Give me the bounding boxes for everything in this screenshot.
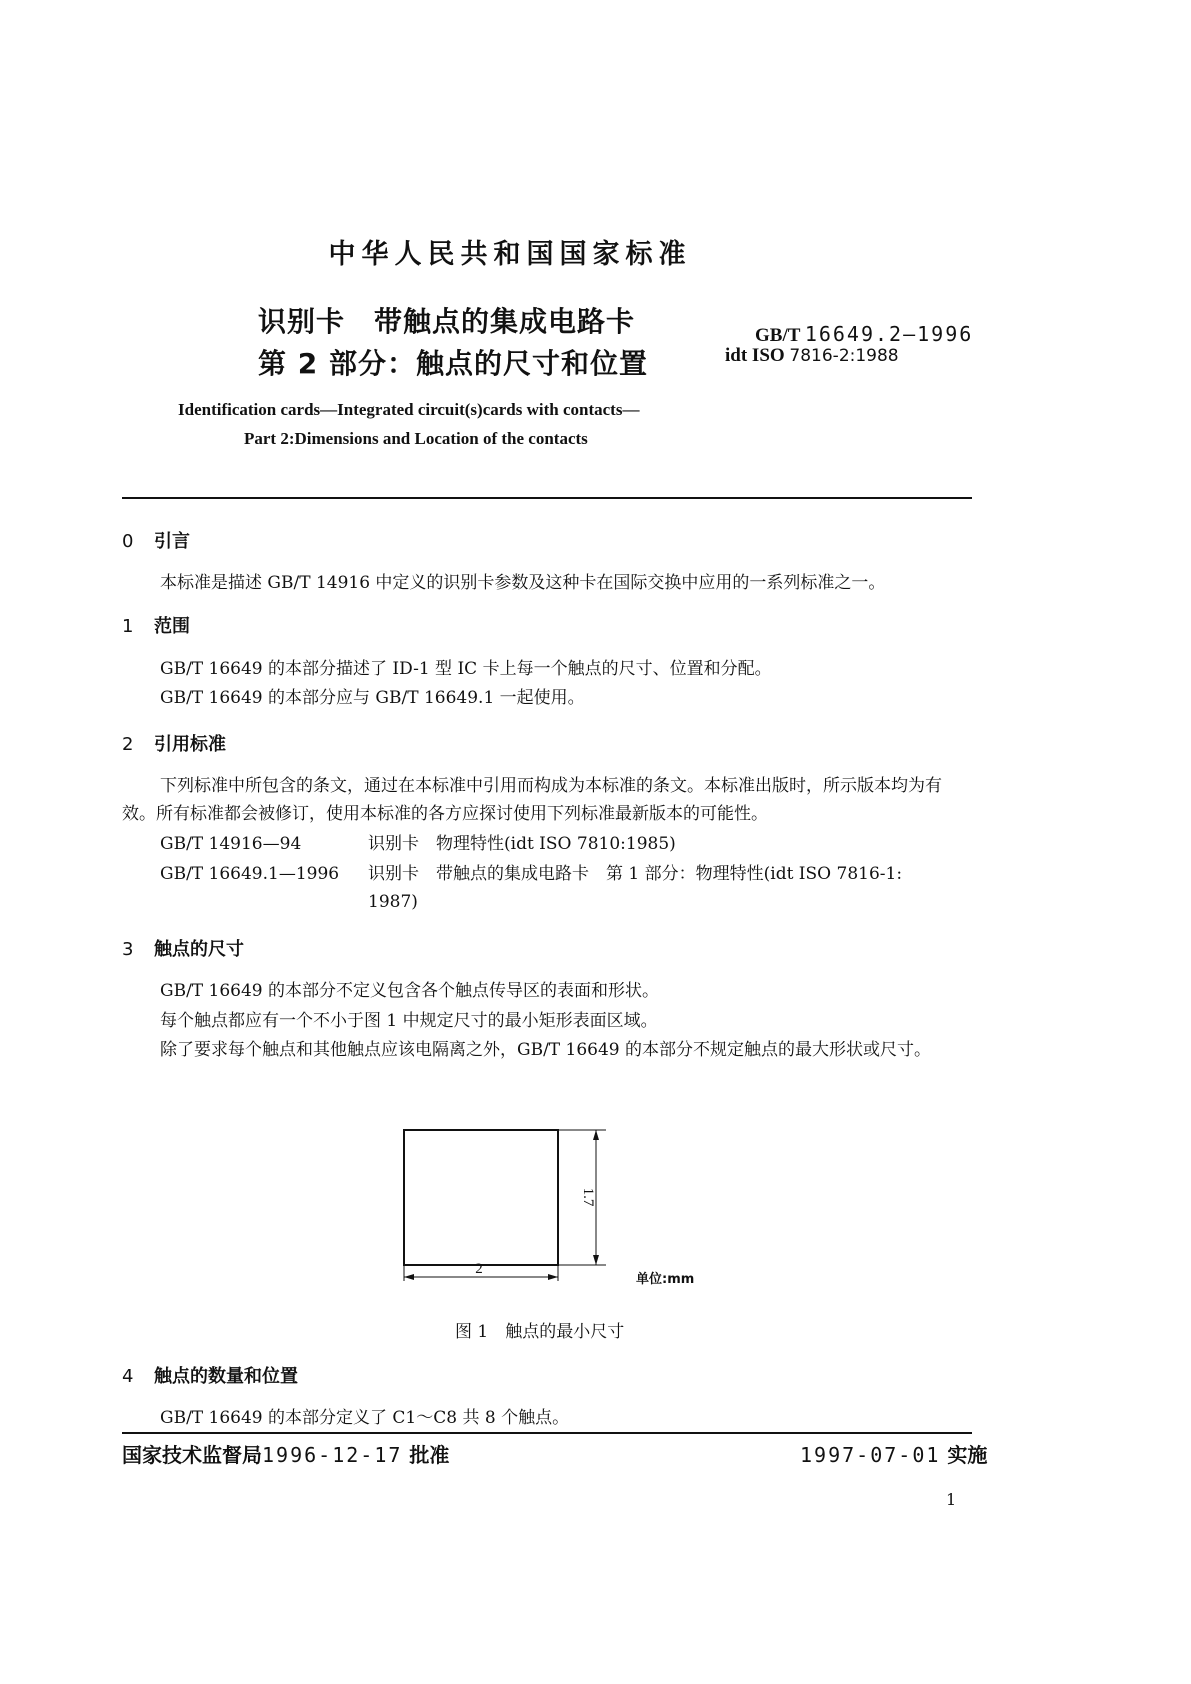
approval-word: 批准: [409, 1443, 450, 1467]
arrow-up-icon: [593, 1130, 599, 1140]
approval-line: [122, 1439, 449, 1468]
section-3-para-2: 每个触点都应有一个不小于图 1 中规定尺寸的最小矩形表面区域。: [160, 1011, 658, 1031]
section-0-para-1: 本标准是描述 GB/T 14916 中定义的识别卡参数及这种卡在国际交换中应用的一系列标准之一。: [160, 573, 886, 593]
title-en-line2: Part 2:Dimensions and Location of the contacts: [244, 429, 588, 448]
section-1-title: 范围: [154, 616, 190, 637]
title-en-line1: Identification cards—Integrated circuit(s)cards with contacts—: [178, 400, 640, 419]
section-4-para-1: GB/T 16649 的本部分定义了 C1～C8 共 8 个触点。: [160, 1408, 570, 1428]
title-cn-line2: 第 2 部分：触点的尺寸和位置: [258, 347, 648, 380]
section-1-number: 1: [122, 616, 134, 637]
arrow-right-icon: [548, 1274, 558, 1280]
approval-date: 1996-12-17: [262, 1443, 403, 1467]
arrow-left-icon: [404, 1274, 414, 1280]
height-label: 1.7: [580, 1187, 596, 1207]
contact-rectangle: [404, 1130, 558, 1265]
section-3-number: 3: [122, 939, 134, 960]
idt-value: 7816-2:1988: [789, 346, 899, 366]
implementation-date: 1997-07-01: [800, 1443, 941, 1467]
section-1-para-2: GB/T 16649 的本部分应与 GB/T 16649.1 一起使用。: [160, 688, 585, 708]
header-divider: [122, 497, 972, 499]
arrow-down-icon: [593, 1255, 599, 1265]
section-3-para-1: GB/T 16649 的本部分不定义包含各个触点传导区的表面和形状。: [160, 981, 660, 1001]
std-number: 16649.2—1996: [804, 322, 974, 346]
idt-prefix: idt ISO: [725, 345, 785, 366]
section-3-para-3: 除了要求每个触点和其他触点应该电隔离之外，GB/T 16649 的本部分不规定触点的最大形状或尺寸。: [160, 1040, 932, 1060]
reference-title: 识别卡 带触点的集成电路卡 第 1 部分：物理特性(idt ISO 7816-1:: [368, 864, 903, 884]
section-2-para-1: 下列标准中所包含的条文，通过在本标准中引用而构成为本标准的条文。本标准出版时，所示版本均为有效。所有标准都会被修订，使用本标准的各方应探讨使用下列标准最新版本的可能性。: [122, 776, 942, 824]
page-number: 1: [946, 1490, 957, 1509]
unit-label: 单位:mm: [636, 1272, 695, 1287]
figure-1-caption: 图 1 触点的最小尺寸: [455, 1322, 625, 1342]
section-4-heading: [122, 1362, 298, 1388]
section-4-number: 4: [122, 1366, 134, 1387]
idt-number: [725, 345, 899, 367]
section-0-number: 0: [122, 531, 134, 552]
reference-title: 识别卡 物理特性(idt ISO 7810:1985): [368, 834, 676, 854]
section-1-para-1: GB/T 16649 的本部分描述了 ID-1 型 IC 卡上每一个触点的尺寸、位置和分配。: [160, 659, 772, 679]
section-3-heading: [122, 935, 244, 961]
national-standard-heading: 中华人民共和国国家标准: [328, 239, 692, 270]
section-2-number: 2: [122, 734, 134, 755]
section-2-heading: [122, 730, 226, 756]
section-1-heading: [122, 612, 190, 638]
section-3-title: 触点的尺寸: [154, 939, 244, 960]
reference-code: GB/T 16649.1—1996: [160, 864, 340, 884]
reference-code: GB/T 14916—94: [160, 834, 302, 854]
section-0-title: 引言: [154, 531, 190, 552]
std-prefix: GB/T: [755, 325, 801, 346]
section-0-heading: [122, 527, 190, 553]
section-2-title: 引用标准: [154, 734, 226, 755]
reference-item: [160, 860, 902, 888]
section-4-title: 触点的数量和位置: [154, 1366, 298, 1387]
approval-org: 国家技术监督局: [122, 1443, 262, 1467]
reference-item: [160, 830, 676, 858]
footer-divider: [122, 1432, 972, 1434]
reference-title-cont: 1987): [368, 892, 418, 912]
width-label: 2: [475, 1261, 483, 1277]
implementation-word: 实施: [947, 1443, 988, 1467]
implementation-line: [800, 1439, 987, 1468]
standard-number: [755, 322, 973, 347]
title-cn-line1: 识别卡 带触点的集成电路卡: [258, 305, 636, 338]
